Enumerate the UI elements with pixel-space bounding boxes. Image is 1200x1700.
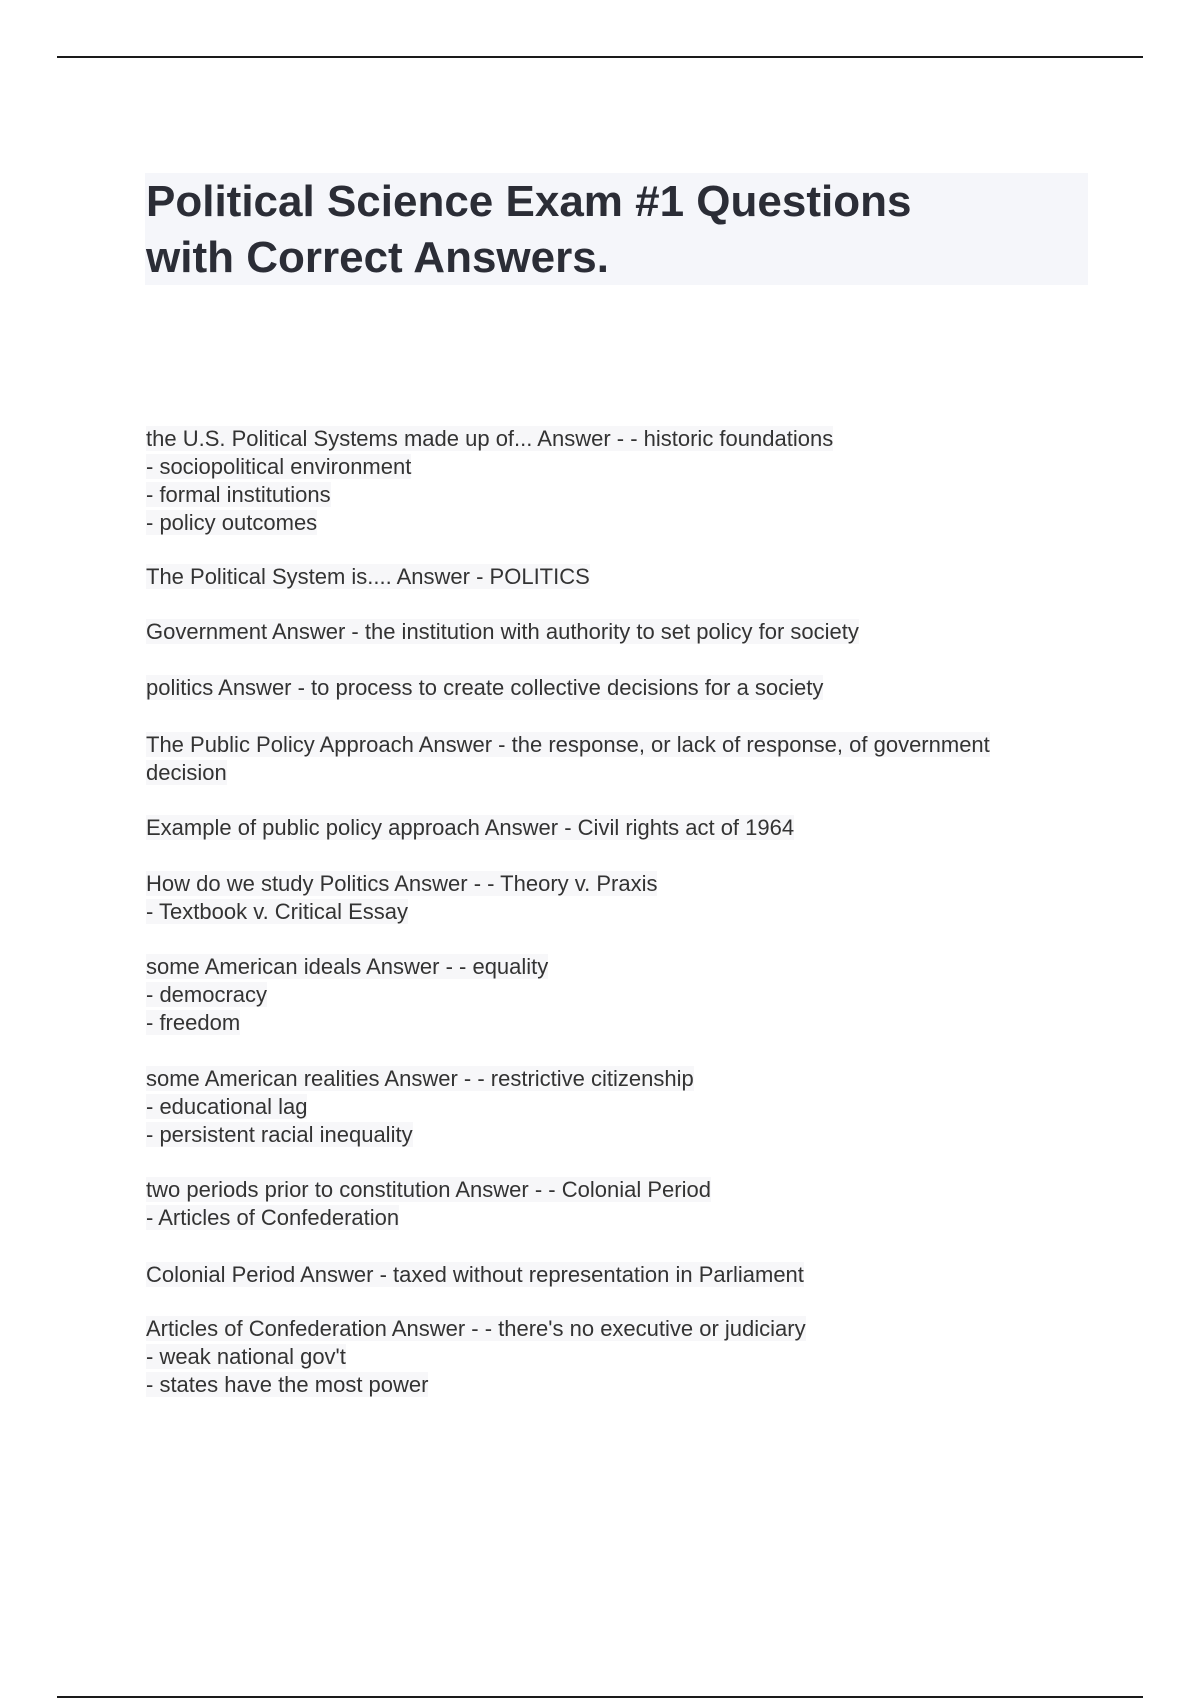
qa-entry: [146, 563, 1096, 591]
qa-line: - policy outcomes: [146, 510, 318, 535]
qa-line: politics Answer - to process to create collective decisions for a society: [146, 675, 824, 700]
qa-line: - Textbook v. Critical Essay: [146, 899, 409, 924]
qa-line: - freedom: [146, 1010, 241, 1035]
qa-line: - Articles of Confederation: [146, 1205, 400, 1230]
qa-entry: [146, 1261, 1096, 1289]
qa-line: - democracy: [146, 982, 268, 1007]
qa-entry: [146, 870, 1096, 926]
qa-line: - sociopolitical environment: [146, 454, 412, 479]
qa-entry: [146, 674, 1096, 702]
qa-entry: [146, 1315, 1096, 1399]
qa-entry: [146, 618, 1096, 646]
qa-line: Example of public policy approach Answer - Civil rights act of 1964: [146, 815, 795, 840]
qa-line: - states have the most power: [146, 1372, 429, 1397]
qa-line: the U.S. Political Systems made up of... Answer - - historic foundations: [146, 426, 834, 451]
qa-entry: [146, 1065, 1096, 1149]
qa-line: The Political System is.... Answer - POLITICS: [146, 564, 590, 589]
qa-entry: [146, 814, 1096, 842]
page-title: Political Science Exam #1 Questions with Correct Answers.: [146, 177, 912, 282]
page-top-rule: [57, 56, 1143, 58]
qa-line: The Public Policy Approach Answer - the response, or lack of response, of government: [146, 732, 990, 757]
page-bottom-rule: [57, 1696, 1143, 1698]
qa-entry: [146, 425, 1096, 537]
qa-line: How do we study Politics Answer - - Theory v. Praxis: [146, 871, 658, 896]
qa-line: some American realities Answer - - restrictive citizenship: [146, 1066, 694, 1091]
qa-line: Government Answer - the institution with authority to set policy for society: [146, 619, 859, 644]
qa-entry: [146, 731, 1096, 787]
qa-line: - weak national gov't: [146, 1344, 346, 1369]
qa-line: some American ideals Answer - - equality: [146, 954, 549, 979]
qa-line: two periods prior to constitution Answer - - Colonial Period: [146, 1177, 711, 1202]
qa-line: - educational lag: [146, 1094, 308, 1119]
qa-entry: [146, 1176, 1096, 1232]
qa-line: Articles of Confederation Answer - - there's no executive or judiciary: [146, 1316, 806, 1341]
qa-line: - formal institutions: [146, 482, 331, 507]
qa-line: Colonial Period Answer - taxed without representation in Parliament: [146, 1262, 804, 1287]
qa-line: decision: [146, 760, 227, 785]
qa-entry: [146, 953, 1096, 1037]
qa-line: - persistent racial inequality: [146, 1122, 413, 1147]
